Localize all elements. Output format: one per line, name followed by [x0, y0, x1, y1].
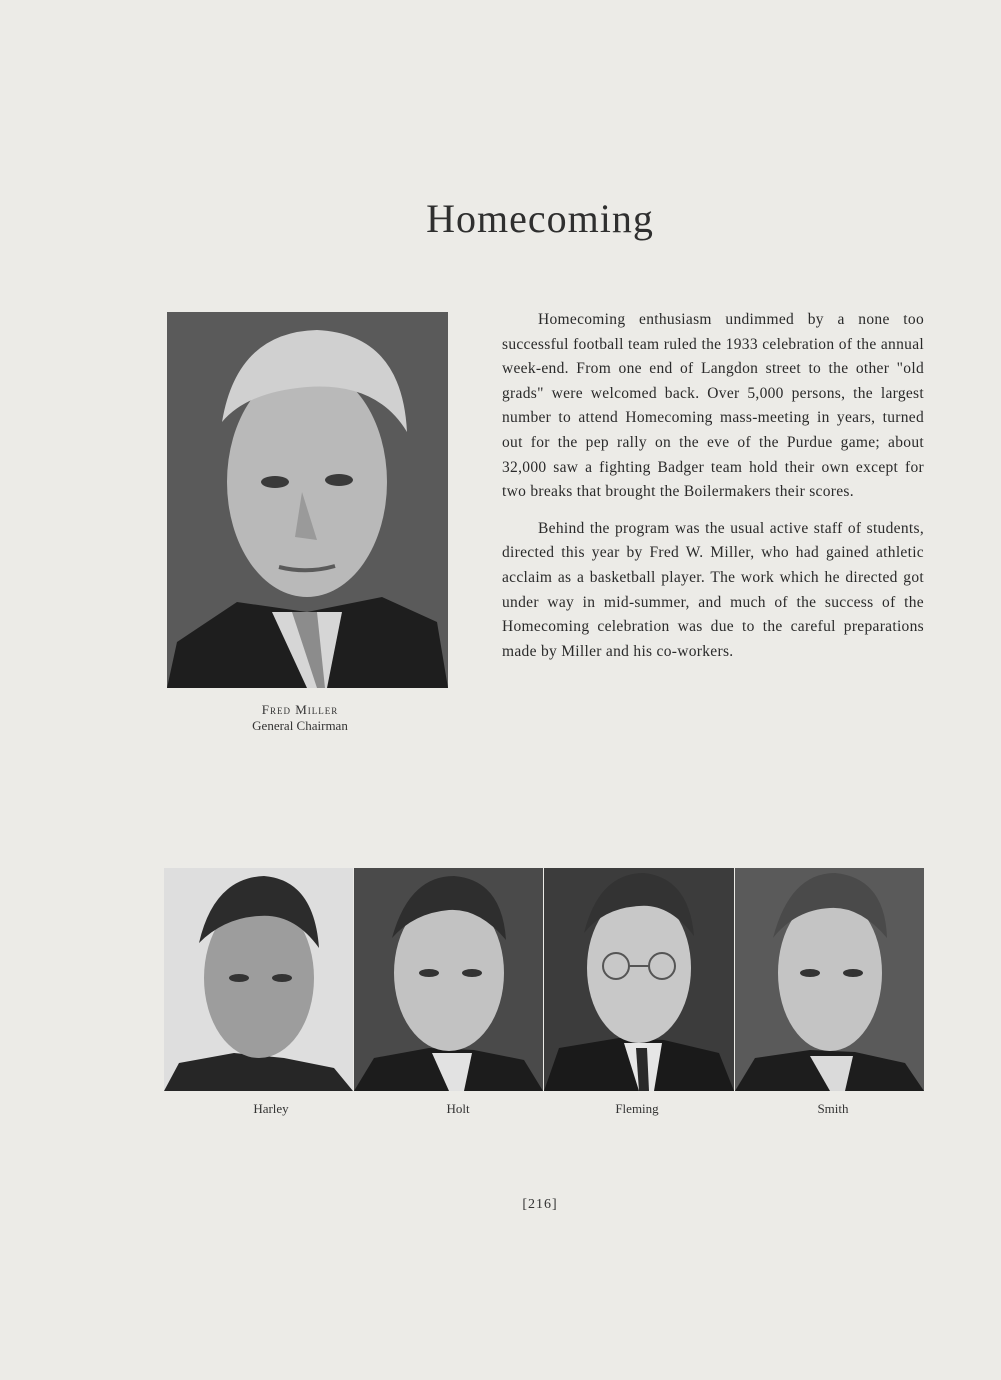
chairman-portrait-photo	[167, 312, 448, 688]
member-caption-harley: Harley	[253, 1101, 289, 1116]
chairman-role: General Chairman	[252, 718, 348, 733]
member-portrait-photo-fleming	[544, 868, 734, 1091]
member-caption-holt: Holt	[446, 1101, 470, 1116]
member-portrait-photo-holt	[354, 868, 543, 1091]
member-portrait-photo-harley	[164, 868, 353, 1091]
article-paragraph: Behind the program was the usual active staff of students, directed this year by Fred W. Miller, who had gained athletic acclaim as a basketball player. The work which he directed got under way in mid-summer, and much of the success of the Homecoming celebration was due to the careful preparations made by Miller and his co-workers.	[502, 519, 924, 660]
chairman-name: Fred Miller	[261, 702, 339, 717]
member-caption-smith: Smith	[817, 1101, 849, 1116]
member-portrait-photo-smith	[735, 868, 924, 1091]
article-body	[502, 308, 924, 676]
page-number: [216]	[522, 1197, 558, 1212]
chairman-caption	[200, 702, 400, 734]
article-paragraph: Homecoming enthusiasm undimmed by a none too successful football team ruled the 1933 celebration of the annual week-end. From one end of Langdon street to the other "old grads" were welcomed back. Over 5,000 persons, the largest number to attend Homecoming mass-meeting in years, turned out for the pep rally on the eve of the Purdue game; about 32,000 saw a fighting Badger team hold their own except for two breaks that brought the Boilermakers their scores.	[502, 311, 924, 501]
page-title: Homecoming	[426, 195, 654, 241]
member-caption-fleming: Fleming	[615, 1101, 659, 1116]
